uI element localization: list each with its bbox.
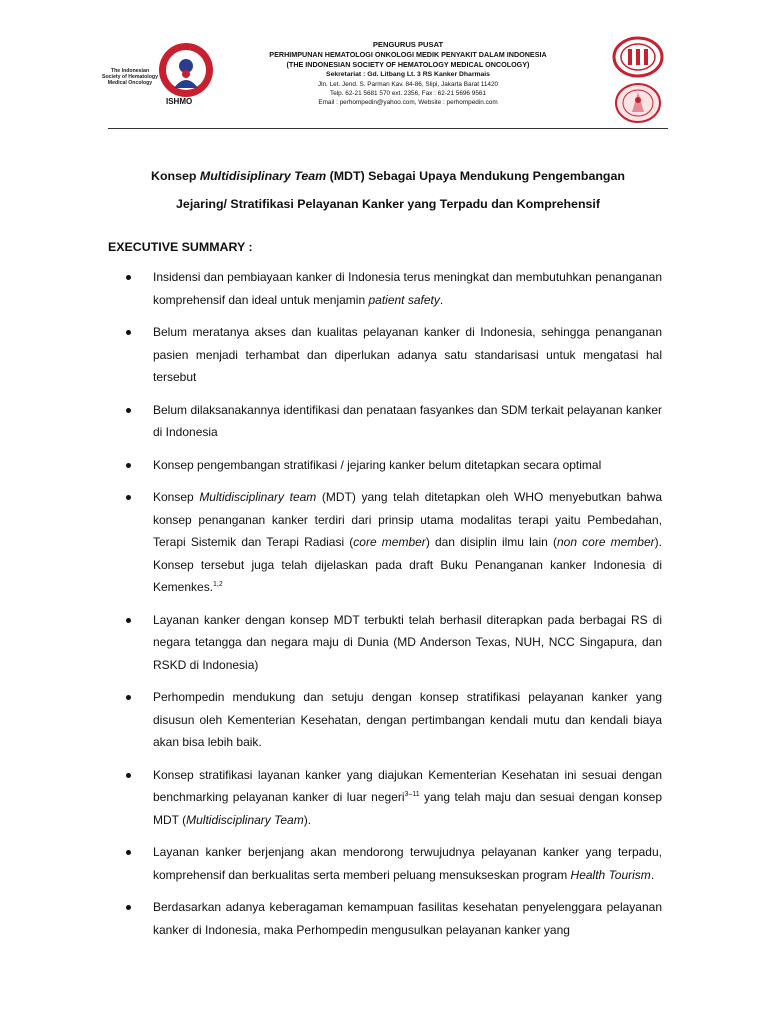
org-line-1: PENGURUS PUSAT: [372, 40, 444, 49]
list-item: Konsep pengembangan stratifikasi / jejaring kanker belum ditetapkan secara optimal: [108, 454, 662, 477]
letterhead-text: [228, 40, 588, 107]
address-line: Jln. Let. Jend. S. Parman Kav. 84-86, Slipi, Jakarta Barat 11420: [317, 81, 499, 88]
title-line-2: Jejaring/ Stratifikasi Pelayanan Kanker yang Terpadu dan Komprehensif: [176, 197, 600, 211]
ipdi-logo-icon: [612, 36, 664, 78]
bullet-icon: [126, 695, 131, 700]
list-item: Belum dilaksanakannya identifikasi dan penataan fasyankes dan SDM terkait pelayanan kanker di Indonesia: [108, 399, 662, 444]
list-item: Konsep stratifikasi layanan kanker yang diajukan Kementerian Kesehatan ini sesuai dengan benchmarking pelayanan kanker di luar negeri$^{3-11}$ yang telah maju dan sesuai dengan konsep MDT (Multidisciplinary Team).: [108, 764, 662, 832]
section-heading: EXECUTIVE SUMMARY :: [108, 240, 253, 254]
summary-list: [108, 266, 662, 951]
list-item: Layanan kanker berjenjang akan mendorong terwujudnya pelayanan kanker yang terpadu, komprehensif dan berkualitas serta memberi peluang mensukseskan program Health Tourism.: [108, 841, 662, 886]
bullet-icon: [126, 463, 131, 468]
bullet-icon: [126, 905, 131, 910]
bullet-icon: [126, 773, 131, 778]
bullet-icon: [126, 618, 131, 623]
secretariat-line: Sekretariat : Gd. Litbang Lt. 3 RS Kanker Dharmais: [326, 71, 490, 78]
email-line: Email : perhompedin@yahoo.com, Website : perhompedin.com: [318, 99, 498, 106]
phone-line: Telp. 62-21 5681 570 ext. 2356, Fax : 62-21 5696 9561: [330, 90, 486, 97]
list-item: Perhompedin mendukung dan setuju dengan konsep stratifikasi pelayanan kanker yang disusun oleh Kementerian Kesehatan, dengan pertimbangan kendali mutu dan kendali biaya akan bisa lebih baik.: [108, 686, 662, 754]
ishmo-label: ISHMO: [166, 97, 193, 106]
org-line-2: PERHIMPUNAN HEMATOLOGI ONKOLOGI MEDIK PENYAKIT DALAM INDONESIA: [269, 50, 547, 59]
bullet-icon: [126, 330, 131, 335]
list-item: Konsep Multidisciplinary team (MDT) yang telah ditetapkan oleh WHO menyebutkan bahwa konsep penanganan kanker terdiri dari prinsip utama modalitas terapi yaitu Pembedahan, Terapi Sistemik dan Terapi Radiasi (core member) dan disiplin ilmu lain (non core member). Konsep tersebut juga telah dijelaskan pada draft Buku Penanganan kanker Indonesia di Kemenkes.$^{1,2}$: [108, 486, 662, 599]
bullet-icon: [126, 275, 131, 280]
list-item: Berdasarkan adanya keberagaman kemampuan fasilitas kesehatan penyelenggara pelayanan kanker di Indonesia, maka Perhompedin mengusulkan pelayanan kanker yang: [108, 896, 662, 941]
ishmo-side-text: The Indonesian Society of Hematology Medical Oncology: [102, 68, 158, 86]
bullet-icon: [126, 408, 131, 413]
bullet-icon: [126, 495, 131, 500]
bullet-icon: [126, 850, 131, 855]
org-line-3: (THE INDONESIAN SOCIETY OF HEMATOLOGY MEDICAL ONCOLOGY): [286, 60, 530, 69]
list-item: Layanan kanker dengan konsep MDT terbukti telah berhasil diterapkan pada berbagai RS di negara tetangga dan negara maju di Dunia (MD Anderson Texas, NUH, NCC Singapura, dan RSKD di Indonesia): [108, 609, 662, 677]
list-item: Belum meratanya akses dan kualitas pelayanan kanker di Indonesia, sehingga penanganan pasien menjadi terhambat dan diperlukan adanya satu standarisasi untuk mengatasi hal tersebut: [108, 321, 662, 389]
society-seal-icon: [612, 82, 664, 124]
header-divider: [108, 128, 668, 129]
list-item: Insidensi dan pembiayaan kanker di Indonesia terus meningkat dan membutuhkan penanganan komprehensif dan ideal untuk menjamin patient safety.: [108, 266, 662, 311]
letterhead: [100, 34, 668, 126]
title-line-1: Konsep Multidisiplinary Team (MDT) Sebagai Upaya Mendukung Pengembangan: [151, 169, 625, 183]
document-title: [108, 162, 668, 218]
